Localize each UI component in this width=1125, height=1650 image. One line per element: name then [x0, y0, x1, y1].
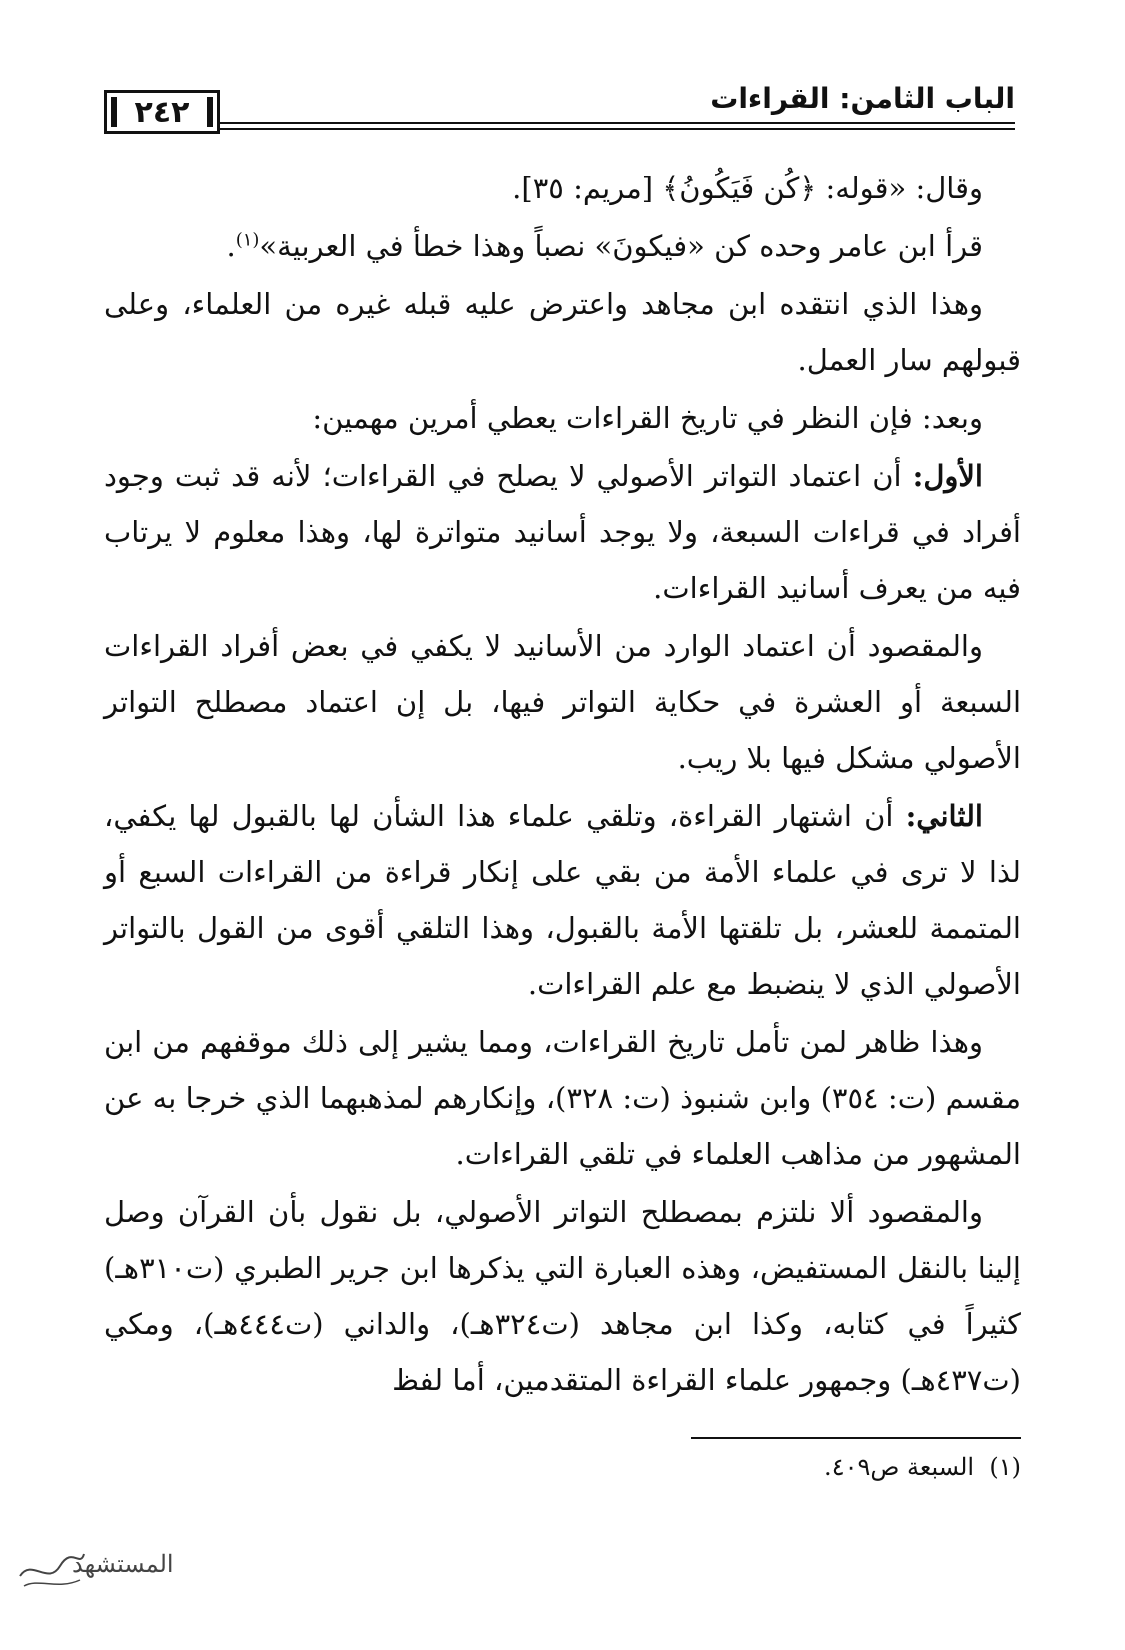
paragraph-3: [104, 276, 1021, 388]
running-title: الباب الثامن: القراءات: [710, 82, 1015, 115]
paragraph-5-text: أن اعتماد التواتر الأصولي لا يصلح في القراءات؛ لأنه قد ثبت وجود أفراد في قراءات السبعة، ولا يوجد أسانيد متواترة لها، وهذا معلوم لا يرتاب فيه من يعرف أسانيد القراءات.: [104, 459, 1021, 605]
paragraph-9: [104, 1184, 1021, 1408]
paragraph-8: [104, 1014, 1021, 1182]
page-header: [104, 78, 1015, 138]
paragraph-1: [104, 160, 1021, 216]
paragraph-2: [104, 218, 1021, 274]
footnote-separator: [691, 1437, 1021, 1439]
paragraph-4-text: وبعد: فإن النظر في تاريخ القراءات يعطي أمرين مهمين:: [312, 401, 983, 435]
paragraph-5-lead: الأول:: [912, 459, 983, 493]
paragraph-7-lead: الثاني:: [905, 799, 983, 833]
footnote: [104, 1450, 1021, 1484]
paragraph-8-text: وهذا ظاهر لمن تأمل تاريخ القراءات، ومما يشير إلى ذلك موقفهم من ابن مقسم (ت: ٣٥٤) وابن شنبوذ (ت: ٣٢٨)، وإنكارهم لمذهبهما الذي خرجا به عن المشهور من مذاهب العلماء في تلقي القراءات.: [104, 1025, 1021, 1171]
header-rule-top: [104, 122, 1015, 124]
footnote-marker: (١): [989, 1453, 1021, 1481]
footnote-reference[interactable]: (١): [235, 229, 260, 251]
paragraph-9-text: والمقصود ألا نلتزم بمصطلح التواتر الأصولي، بل نقول بأن القرآن وصل إلينا بالنقل المستفيض، وهذه العبارة التي يذكرها ابن جرير الطبري (ت٣١٠هـ) كثيراً في كتابه، وكذا ابن مجاهد (ت٣٢٤هـ)، والداني (ت٤٤٤هـ)، ومكي (ت٤٣٧هـ) وجمهور علماء القراءة المتقدمين، أما لفظ: [104, 1195, 1021, 1397]
paragraph-1-text: وقال: «قوله: ﴿كُن فَيَكُونُ﴾ [مريم: ٣٥].: [512, 171, 983, 205]
paragraph-2-text: قرأ ابن عامر وحده كن «فيكونَ» نصباً وهذا خطأ في العربية»: [259, 229, 983, 263]
page-number: ٢٤٢: [134, 94, 190, 130]
footnote-text: السبعة ص٤٠٩.: [824, 1453, 975, 1481]
paragraph-4: [104, 390, 1021, 446]
paragraph-7: [104, 788, 1021, 1012]
paragraph-6: [104, 618, 1021, 786]
header-rule-bottom: [104, 128, 1015, 130]
paragraph-3-text: وهذا الذي انتقده ابن مجاهد واعترض عليه قبله غيره من العلماء، وعلى قبولهم سار العمل.: [104, 287, 1021, 377]
publisher-logo: [14, 1528, 174, 1598]
publisher-logo-text: المستشهد: [72, 1550, 174, 1578]
paragraph-7-text: أن اشتهار القراءة، وتلقي علماء هذا الشأن لها بالقبول لها يكفي، لذا لا ترى في علماء الأمة من بقي على إنكار قراءة من القراءات السبع أو المتممة للعشر، بل تلقتها الأمة بالقبول، وهذا التلقي أقوى من القول بالتواتر الأصولي الذي لا ينضبط مع علم القراءات.: [104, 799, 1021, 1001]
page-number-box: [104, 90, 220, 134]
main-text: [104, 160, 1021, 1410]
paragraph-2-end: .: [226, 229, 236, 263]
paragraph-5: [104, 448, 1021, 616]
paragraph-6-text: والمقصود أن اعتماد الوارد من الأسانيد لا يكفي في بعض أفراد القراءات السبعة أو العشرة في حكاية التواتر فيها، بل إن اعتماد مصطلح التواتر الأصولي مشكل فيها بلا ريب.: [104, 629, 1021, 775]
